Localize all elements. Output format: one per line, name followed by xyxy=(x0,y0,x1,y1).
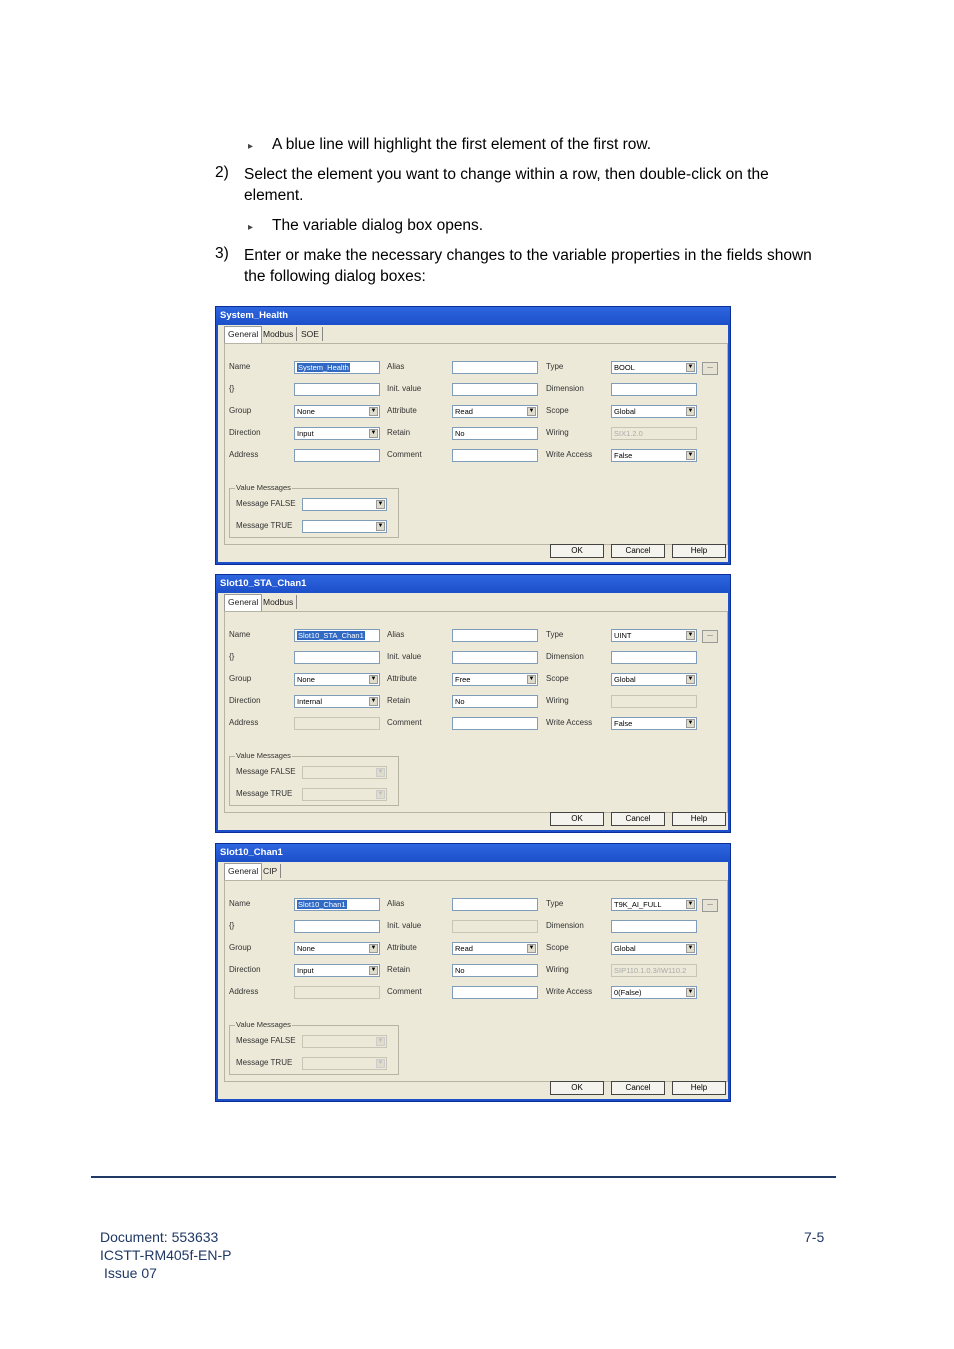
message-true-label: Message TRUE xyxy=(236,521,293,530)
dialog-body xyxy=(218,593,728,830)
wiring-value: SIX1.2.0 xyxy=(614,429,643,438)
wiring-value: SIP110.1.0.3/IW110.2 xyxy=(614,966,687,975)
type-browse-button[interactable]: ... xyxy=(702,899,718,912)
footer-document: Document: 553633 xyxy=(100,1229,219,1245)
message-false-select[interactable] xyxy=(302,498,387,511)
dimension-label: Dimension xyxy=(546,652,584,661)
group-label: Group xyxy=(229,406,252,415)
tab-modbus[interactable]: Modbus xyxy=(260,595,297,609)
scope-value: Global xyxy=(614,675,636,684)
tab-general[interactable]: General xyxy=(224,863,262,880)
step-number-3: 3) xyxy=(215,245,229,262)
retain-value: No xyxy=(455,697,465,706)
alias-field[interactable] xyxy=(452,898,538,911)
dimension-field[interactable] xyxy=(611,651,697,664)
retain-field[interactable] xyxy=(452,695,538,708)
write-access-value: False xyxy=(614,719,633,728)
help-button[interactable]: Help xyxy=(672,812,726,826)
ok-button[interactable]: OK xyxy=(550,812,604,826)
type-label: Type xyxy=(546,899,564,908)
message-true-label: Message TRUE xyxy=(236,1058,293,1067)
message-true-label: Message TRUE xyxy=(236,789,293,798)
message-false-select[interactable] xyxy=(302,1035,387,1048)
message-true-select[interactable] xyxy=(302,1057,387,1070)
attribute-value: Free xyxy=(455,675,471,684)
name-field[interactable] xyxy=(294,629,380,642)
dropdown-arrow-icon[interactable]: ▼ xyxy=(370,408,377,414)
alias-field[interactable] xyxy=(452,361,538,374)
dropdown-arrow-icon[interactable]: ▼ xyxy=(377,501,384,507)
address-field[interactable] xyxy=(294,449,380,462)
message-true-select[interactable] xyxy=(302,520,387,533)
name-label: Name xyxy=(229,899,251,908)
scope-select[interactable] xyxy=(611,942,697,955)
attribute-label: Attribute xyxy=(387,943,417,952)
type-value: UINT xyxy=(614,631,632,640)
value-messages-title: Value Messages xyxy=(236,1020,291,1029)
dialog-body xyxy=(218,862,728,1099)
comment-label: Comment xyxy=(387,987,422,996)
direction-select[interactable] xyxy=(294,695,380,708)
write-access-select[interactable] xyxy=(611,717,697,730)
init-value-field[interactable] xyxy=(452,651,538,664)
address-label: Address xyxy=(229,987,259,996)
dropdown-arrow-icon[interactable]: ▼ xyxy=(687,452,694,458)
step-number-2: 2) xyxy=(215,164,229,181)
dropdown-arrow-icon[interactable]: ▼ xyxy=(370,967,377,973)
message-false-label: Message FALSE xyxy=(236,499,296,508)
bullet-arrow-icon: ▸ xyxy=(248,222,254,233)
alias-label: Alias xyxy=(387,362,405,371)
dropdown-arrow-icon[interactable]: ▼ xyxy=(687,632,694,638)
retain-field[interactable] xyxy=(452,964,538,977)
value-messages-title: Value Messages xyxy=(236,483,291,492)
dropdown-arrow-icon[interactable]: ▼ xyxy=(377,1038,384,1044)
group-label: Group xyxy=(229,943,252,952)
ok-button[interactable]: OK xyxy=(550,544,604,558)
name-field[interactable] xyxy=(294,898,380,911)
attribute-label: Attribute xyxy=(387,674,417,683)
name-value: Slot10_STA_Chan1 xyxy=(298,631,364,640)
dropdown-arrow-icon[interactable]: ▼ xyxy=(377,769,384,775)
dropdown-arrow-icon[interactable]: ▼ xyxy=(377,1060,384,1066)
type-select[interactable] xyxy=(611,898,697,911)
value-messages-title: Value Messages xyxy=(236,751,291,760)
type-select[interactable] xyxy=(611,361,697,374)
tab-modbus[interactable]: Modbus xyxy=(260,327,297,341)
name-value: Slot10_Chan1 xyxy=(298,900,346,909)
group-select[interactable] xyxy=(294,942,380,955)
dimension-field[interactable] xyxy=(611,383,697,396)
attribute-select[interactable] xyxy=(452,405,538,418)
dropdown-arrow-icon[interactable]: ▼ xyxy=(370,698,377,704)
write-access-select[interactable] xyxy=(611,449,697,462)
comment-label: Comment xyxy=(387,718,422,727)
dialog-title: Slot10_Chan1 xyxy=(216,844,730,862)
footer-issue: Issue 07 xyxy=(104,1265,157,1281)
write-access-label: Write Access xyxy=(546,718,593,727)
dropdown-arrow-icon[interactable]: ▼ xyxy=(687,720,694,726)
address-field[interactable] xyxy=(294,717,380,730)
value-messages-group xyxy=(229,1020,399,1075)
attribute-value: Read xyxy=(455,944,473,953)
variable-dialog-1 xyxy=(215,306,731,565)
dropdown-arrow-icon[interactable]: ▼ xyxy=(377,523,384,529)
bullet-text-1: A blue line will highlight the first element of the first row. xyxy=(272,136,652,153)
attribute-select[interactable] xyxy=(452,942,538,955)
attribute-select[interactable] xyxy=(452,673,538,686)
type-browse-button[interactable]: ... xyxy=(702,630,718,643)
braces-field[interactable] xyxy=(294,651,380,664)
wiring-field xyxy=(611,427,697,440)
step-2-line-2: element. xyxy=(244,187,304,204)
dropdown-arrow-icon[interactable]: ▼ xyxy=(687,408,694,414)
dimension-label: Dimension xyxy=(546,384,584,393)
address-label: Address xyxy=(229,718,259,727)
address-field[interactable] xyxy=(294,986,380,999)
type-label: Type xyxy=(546,630,564,639)
type-select[interactable] xyxy=(611,629,697,642)
dimension-field[interactable] xyxy=(611,920,697,933)
group-select[interactable] xyxy=(294,405,380,418)
comment-label: Comment xyxy=(387,450,422,459)
init-value-label: Init. value xyxy=(387,652,422,661)
retain-label: Retain xyxy=(387,696,411,705)
type-browse-button[interactable]: ... xyxy=(702,362,718,375)
dropdown-arrow-icon[interactable]: ▼ xyxy=(528,408,535,414)
comment-field[interactable] xyxy=(452,449,538,462)
braces-label: {} xyxy=(229,384,235,393)
step-3-line-2: the following dialog boxes: xyxy=(244,268,426,285)
direction-label: Direction xyxy=(229,428,261,437)
name-label: Name xyxy=(229,362,251,371)
alias-field[interactable] xyxy=(452,629,538,642)
dialog-title: System_Health xyxy=(216,307,730,325)
wiring-field xyxy=(611,964,697,977)
bullet-arrow-icon: ▸ xyxy=(248,141,254,152)
scope-label: Scope xyxy=(546,943,569,952)
braces-label: {} xyxy=(229,652,235,661)
wiring-label: Wiring xyxy=(546,428,569,437)
type-value: T9K_AI_FULL xyxy=(614,900,662,909)
scope-label: Scope xyxy=(546,406,569,415)
name-field[interactable] xyxy=(294,361,380,374)
write-access-value: 0(False) xyxy=(614,988,642,997)
dropdown-arrow-icon[interactable]: ▼ xyxy=(370,430,377,436)
dropdown-arrow-icon[interactable]: ▼ xyxy=(370,676,377,682)
retain-label: Retain xyxy=(387,965,411,974)
retain-field[interactable] xyxy=(452,427,538,440)
group-value: None xyxy=(297,407,315,416)
direction-label: Direction xyxy=(229,965,261,974)
help-button[interactable]: Help xyxy=(672,544,726,558)
name-label: Name xyxy=(229,630,251,639)
type-value: BOOL xyxy=(614,363,635,372)
wiring-label: Wiring xyxy=(546,696,569,705)
direction-label: Direction xyxy=(229,696,261,705)
direction-select[interactable] xyxy=(294,964,380,977)
tab-general[interactable]: General xyxy=(224,326,262,343)
message-false-label: Message FALSE xyxy=(236,767,296,776)
step-3-line-1: Enter or make the necessary changes to the variable properties in the fields shown xyxy=(244,247,812,264)
message-false-label: Message FALSE xyxy=(236,1036,296,1045)
alias-label: Alias xyxy=(387,630,405,639)
attribute-value: Read xyxy=(455,407,473,416)
tab-cip[interactable]: CIP xyxy=(260,864,281,878)
help-button[interactable]: Help xyxy=(672,1081,726,1095)
cancel-button[interactable]: Cancel xyxy=(611,544,665,558)
write-access-label: Write Access xyxy=(546,450,593,459)
tab-general[interactable]: General xyxy=(224,594,262,611)
ok-button[interactable]: OK xyxy=(550,1081,604,1095)
step-2-line-1: Select the element you want to change within a row, then double-click on the xyxy=(244,166,769,183)
footer-rule xyxy=(91,1176,836,1178)
attribute-label: Attribute xyxy=(387,406,417,415)
wiring-field xyxy=(611,695,697,708)
group-select[interactable] xyxy=(294,673,380,686)
scope-select[interactable] xyxy=(611,673,697,686)
comment-field[interactable] xyxy=(452,717,538,730)
dropdown-arrow-icon[interactable]: ▼ xyxy=(687,989,694,995)
braces-field[interactable] xyxy=(294,920,380,933)
init-value-label: Init. value xyxy=(387,384,422,393)
general-panel xyxy=(224,611,728,813)
scope-value: Global xyxy=(614,407,636,416)
dropdown-arrow-icon[interactable]: ▼ xyxy=(377,791,384,797)
dropdown-arrow-icon[interactable]: ▼ xyxy=(370,945,377,951)
general-panel xyxy=(224,880,728,1082)
message-false-select[interactable] xyxy=(302,766,387,779)
retain-value: No xyxy=(455,966,465,975)
name-value: System_Health xyxy=(298,363,349,372)
braces-label: {} xyxy=(229,921,235,930)
dropdown-arrow-icon[interactable]: ▼ xyxy=(687,364,694,370)
scope-label: Scope xyxy=(546,674,569,683)
message-true-select[interactable] xyxy=(302,788,387,801)
value-messages-group xyxy=(229,483,399,538)
dialog-title: Slot10_STA_Chan1 xyxy=(216,575,730,593)
group-value: None xyxy=(297,675,315,684)
bullet-text-2: The variable dialog box opens. xyxy=(272,217,484,234)
write-access-value: False xyxy=(614,451,633,460)
braces-field[interactable] xyxy=(294,383,380,396)
init-value-field[interactable] xyxy=(452,920,538,933)
cancel-button[interactable]: Cancel xyxy=(611,812,665,826)
variable-dialog-3 xyxy=(215,843,731,1102)
wiring-label: Wiring xyxy=(546,965,569,974)
dropdown-arrow-icon[interactable]: ▼ xyxy=(528,945,535,951)
comment-field[interactable] xyxy=(452,986,538,999)
dropdown-arrow-icon[interactable]: ▼ xyxy=(687,945,694,951)
dropdown-arrow-icon[interactable]: ▼ xyxy=(528,676,535,682)
direction-value: Input xyxy=(297,429,314,438)
group-value: None xyxy=(297,944,315,953)
scope-value: Global xyxy=(614,944,636,953)
tab-soe[interactable]: SOE xyxy=(298,327,323,341)
retain-value: No xyxy=(455,429,465,438)
dropdown-arrow-icon[interactable]: ▼ xyxy=(687,901,694,907)
footer-code: ICSTT-RM405f-EN-P xyxy=(100,1247,232,1263)
dimension-label: Dimension xyxy=(546,921,584,930)
init-value-field[interactable] xyxy=(452,383,538,396)
footer-page-number: 7-5 xyxy=(804,1229,825,1245)
retain-label: Retain xyxy=(387,428,411,437)
variable-dialog-2 xyxy=(215,574,731,833)
address-label: Address xyxy=(229,450,259,459)
alias-label: Alias xyxy=(387,899,405,908)
scope-select[interactable] xyxy=(611,405,697,418)
write-access-select[interactable] xyxy=(611,986,697,999)
dialog-body xyxy=(218,325,728,562)
type-label: Type xyxy=(546,362,564,371)
cancel-button[interactable]: Cancel xyxy=(611,1081,665,1095)
dropdown-arrow-icon[interactable]: ▼ xyxy=(687,676,694,682)
init-value-label: Init. value xyxy=(387,921,422,930)
direction-value: Internal xyxy=(297,697,323,706)
write-access-label: Write Access xyxy=(546,987,593,996)
general-panel xyxy=(224,343,728,545)
direction-select[interactable] xyxy=(294,427,380,440)
group-label: Group xyxy=(229,674,252,683)
value-messages-group xyxy=(229,751,399,806)
direction-value: Input xyxy=(297,966,314,975)
